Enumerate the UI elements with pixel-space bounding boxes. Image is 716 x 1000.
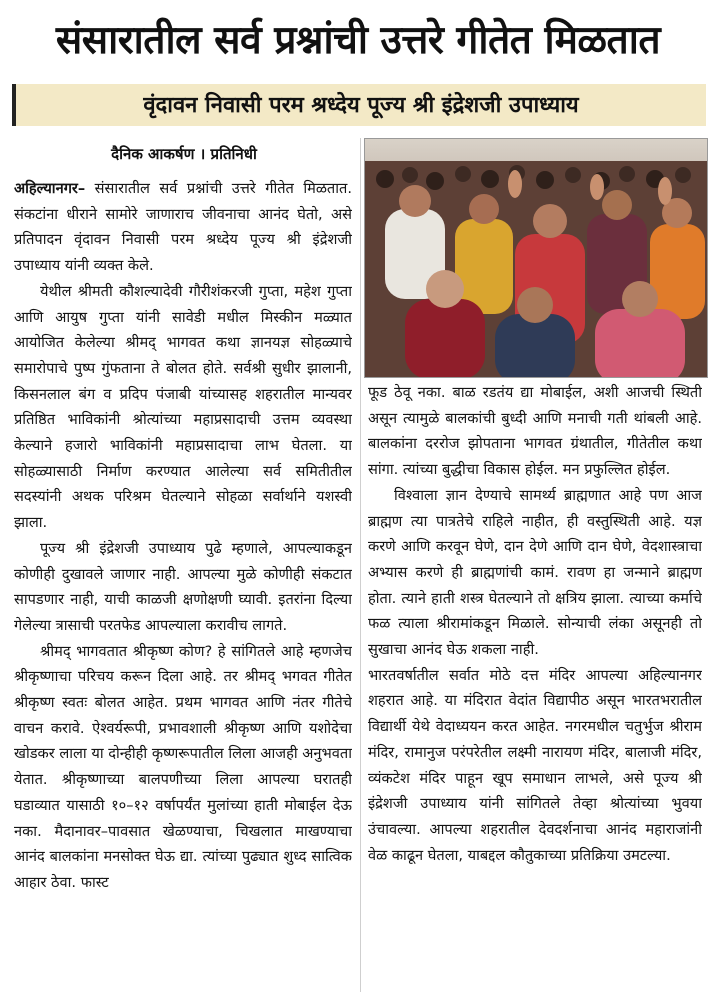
- paragraph-1-text: संसारातील सर्व प्रश्नांची उत्तरे गीतेत मिळतात. संकटांना धीराने सामोरे जाणाराच जीवनाचा आनंद घेतो, असे प्रतिपादन वृंदावन निवासी परम श्रध्देय पूज्य श्री इंद्रेशजी उपाध्याय यांनी व्यक्त केले.: [14, 180, 352, 275]
- headline: संसारातील सर्व प्रश्नांची उत्तरे गीतेत मिळतात: [55, 17, 661, 63]
- paragraph-6: विश्वाला ज्ञान देण्याचे सामर्थ्य ब्राह्मणात आहे पण आज ब्राह्मण त्या पात्रतेचे राहिले नाहीत, ही वस्तुस्थिती आहे. यज्ञ करणे आणि करवून घेणे, दान देणे आणि दान घेणे, वेदशास्त्राचा अभ्यास करणे ही ब्राह्मणांची कामं. रावण हा जन्माने ब्राह्मण होता. त्याने हाती शस्त्र घेतल्याने तो क्षत्रिय झाला. त्याच्या कर्माचे फळ त्याला श्रीरामांकडून मिळाले. सोन्याची लंका असूनही तो सुखाचा आनंद घेऊ शकला नाही.: [368, 486, 702, 659]
- crowd-photo-illustration: [365, 139, 707, 377]
- paragraph-3: पूज्य श्री इंद्रेशजी उपाध्याय पुढे म्हणाले, आपल्याकडून कोणीही दुखावले जाणार नाही. आपल्या मुळे कोणीही संकटात सापडणार नाही, याची काळजी क्षणोक्षणी घ्यावी. इतरांना दिल्या गेलेल्या त्रासाची परतफेड आपल्याला करावीच लागते.: [14, 539, 352, 634]
- paragraph-4: श्रीमद् भागवतात श्रीकृष्ण कोण? हे सांगितले आहे म्हणजेच श्रीकृष्णाचा परिचय करून दिला आहे. तर श्रीमद् भगवत गीतेत श्रीकृष्ण स्वतः बोलत आहेत. प्रथम भागवत आणि नंतर गीतेचे वाचन करावे. ऐश्वर्यरूपी, प्रभावशाली श्रीकृष्ण आणि यशोदेचा खोडकर लाला या दोन्हीही कृष्णरूपातील लिला आजही अनुभवता येतात. श्रीकृष्णाच्या बालपणीच्या लिला आपल्या घरातही घडाव्यात यासाठी १०–१२ वर्षापर्यंत मुलांच्या हाती मोबाईल देऊ नका. मैदानावर–पावसात खेळण्याचा, चिखलात माखण्याचा आनंद बालकांना मनसोक्त घेऊ द्या. त्यांच्या पुढ्यात शुध्द सात्विक आहार ठेवा. फास्ट: [14, 642, 352, 891]
- paragraph-5: फूड ठेवू नका. बाळ रडतंय द्या मोबाईल, अशी आजची स्थिती असून त्यामुळे बालकांची बुध्दी आणि मनाची गती थांबली आहे. बालकांना दररोज झोपताना भागवत ग्रंथातील, गीतेतील कथा सांगा. त्यांच्या बुद्धीचा विकास होईल. मन प्रफुल्लित होईल.: [368, 384, 702, 479]
- byline: दैनिक आकर्षण । प्रतिनिधी: [111, 145, 257, 163]
- subheadline: वृंदावन निवासी परम श्रध्देय पूज्य श्री इंद्रेशजी उपाध्याय: [143, 92, 579, 118]
- column-divider: [360, 138, 361, 992]
- paragraph-1: [14, 176, 352, 279]
- dateline: अहिल्यानगर–: [14, 180, 86, 197]
- crowd-photo: [364, 138, 708, 378]
- subheadline-banner: [12, 84, 706, 126]
- article-right-column: [368, 380, 702, 992]
- article-left-column: [14, 176, 352, 992]
- paragraph-7: भारतवर्षातील सर्वात मोठे दत्त मंदिर आपल्या अहिल्यानगर शहरात आहे. या मंदिरात वेदांत विद्यापीठ असून भारतभरातील विद्यार्थी येथे वेदाध्ययन करत आहेत. नगरमधील चतुर्भुज श्रीराम मंदिर, रामानुज परंपरेतील लक्ष्मी नारायण मंदिर, बालाजी मंदिर, व्यंकटेश मंदिर पाहून खूप समाधान लाभले, असे पूज्य श्री इंद्रेशजी उपाध्याय यांनी सांगितले तेव्हा श्रोत्यांच्या भुवया उंचावल्या. आपल्या शहरातील देवदर्शनाचा आनंद महाराजांनी वेळ काढून घेतला, याबद्दल कौतुकाच्या प्रतिक्रिया उमटल्या.: [368, 666, 702, 864]
- paragraph-2: येथील श्रीमती कौशल्यादेवी गौरीशंकरजी गुप्ता, महेश गुप्ता आणि आयुष गुप्ता यांनी सावेडी मधील मिस्कीन मळ्यात आयोजित केलेल्या श्रीमद् भागवत कथा ज्ञानयज्ञ सोहळ्याचे समारोपाचे पुष्प गुंफताना ते बोलत होते. सर्वश्री सुधीर झालानी, किसनलाल बंग व प्रदिप पंजाबी यांच्यासह शहरातील मान्यवर प्रतिष्ठित भाविकांनी श्रोत्यांच्या महाप्रसादाची उत्तम व्यवस्था केल्याने हजारो भाविकांनी महाप्रसादाचा लाभ घेतला. या सोहळ्यासाठी निर्माण करण्यात आलेल्या सर्व समितीतील सदस्यांनी अथक परिश्रम घेतल्याने सोहळा सर्वार्थाने यशस्वी झाला.: [14, 282, 352, 532]
